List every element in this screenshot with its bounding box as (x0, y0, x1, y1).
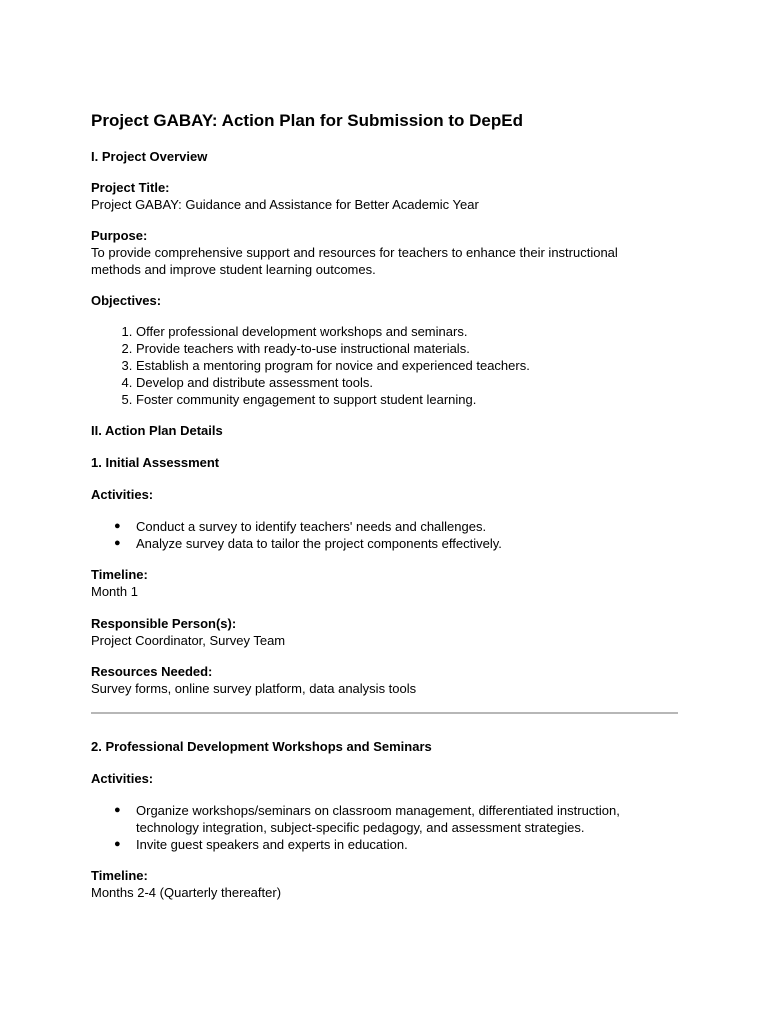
subsection-heading-professional-development: 2. Professional Development Workshops and Seminars (91, 739, 432, 754)
list-item: 2. Provide teachers with ready-to-use instructional materials. (136, 340, 678, 357)
list-item (114, 518, 678, 535)
list-item (114, 836, 678, 853)
list-item-text: Analyze survey data to tailor the project components effectively. (136, 536, 502, 551)
timeline-label: Timeline: (91, 567, 148, 582)
bullet-icon: ● (114, 804, 121, 816)
objectives-label: Objectives: (91, 293, 162, 308)
project-title-label: Project Title: (91, 180, 170, 195)
section-heading-project-overview: I. Project Overview (91, 149, 208, 164)
list-item: 1. Offer professional development workshops and seminars. (136, 323, 678, 340)
section-heading-action-plan-details: II. Action Plan Details (91, 423, 223, 438)
purpose-value-line-2: methods and improve student learning outcomes. (91, 262, 376, 277)
objectives-list (91, 323, 678, 408)
subsection-heading-initial-assessment: 1. Initial Assessment (91, 455, 220, 470)
list-item-text: technology integration, subject-specific pedagogy, and assessment strategies. (136, 820, 585, 835)
activities-list (91, 802, 678, 853)
resources-needed-label: Resources Needed: (91, 664, 213, 679)
list-item: 5. Foster community engagement to support student learning. (136, 391, 678, 408)
responsible-persons-value: Project Coordinator, Survey Team (91, 633, 286, 648)
bullet-icon: ● (114, 537, 121, 549)
bullet-icon: ● (114, 838, 121, 850)
list-item (114, 802, 678, 836)
list-item: 3. Establish a mentoring program for novice and experienced teachers. (136, 357, 678, 374)
activities-label: Activities: (91, 771, 154, 786)
resources-needed-value: Survey forms, online survey platform, data analysis tools (91, 681, 417, 696)
bullet-icon: ● (114, 520, 121, 532)
activities-label: Activities: (91, 487, 154, 502)
activities-list (91, 518, 678, 552)
list-item-text: Invite guest speakers and experts in education. (136, 837, 408, 852)
timeline-value: Month 1 (91, 584, 138, 599)
timeline-value: Months 2-4 (Quarterly thereafter) (91, 885, 282, 900)
project-title-value: Project GABAY: Guidance and Assistance for Better Academic Year (91, 197, 479, 212)
list-item (114, 535, 678, 552)
timeline-label: Timeline: (91, 868, 148, 883)
list-item-text: Organize workshops/seminars on classroom management, differentiated instruction, (136, 803, 620, 818)
purpose-value-line-1: To provide comprehensive support and resources for teachers to enhance their instructional (91, 245, 618, 260)
responsible-persons-label: Responsible Person(s): (91, 616, 237, 631)
document-title: Project GABAY: Action Plan for Submission to DepEd (91, 111, 523, 130)
list-item-text: Conduct a survey to identify teachers' needs and challenges. (136, 519, 487, 534)
purpose-label: Purpose: (91, 228, 148, 243)
list-item: 4. Develop and distribute assessment tools. (136, 374, 678, 391)
